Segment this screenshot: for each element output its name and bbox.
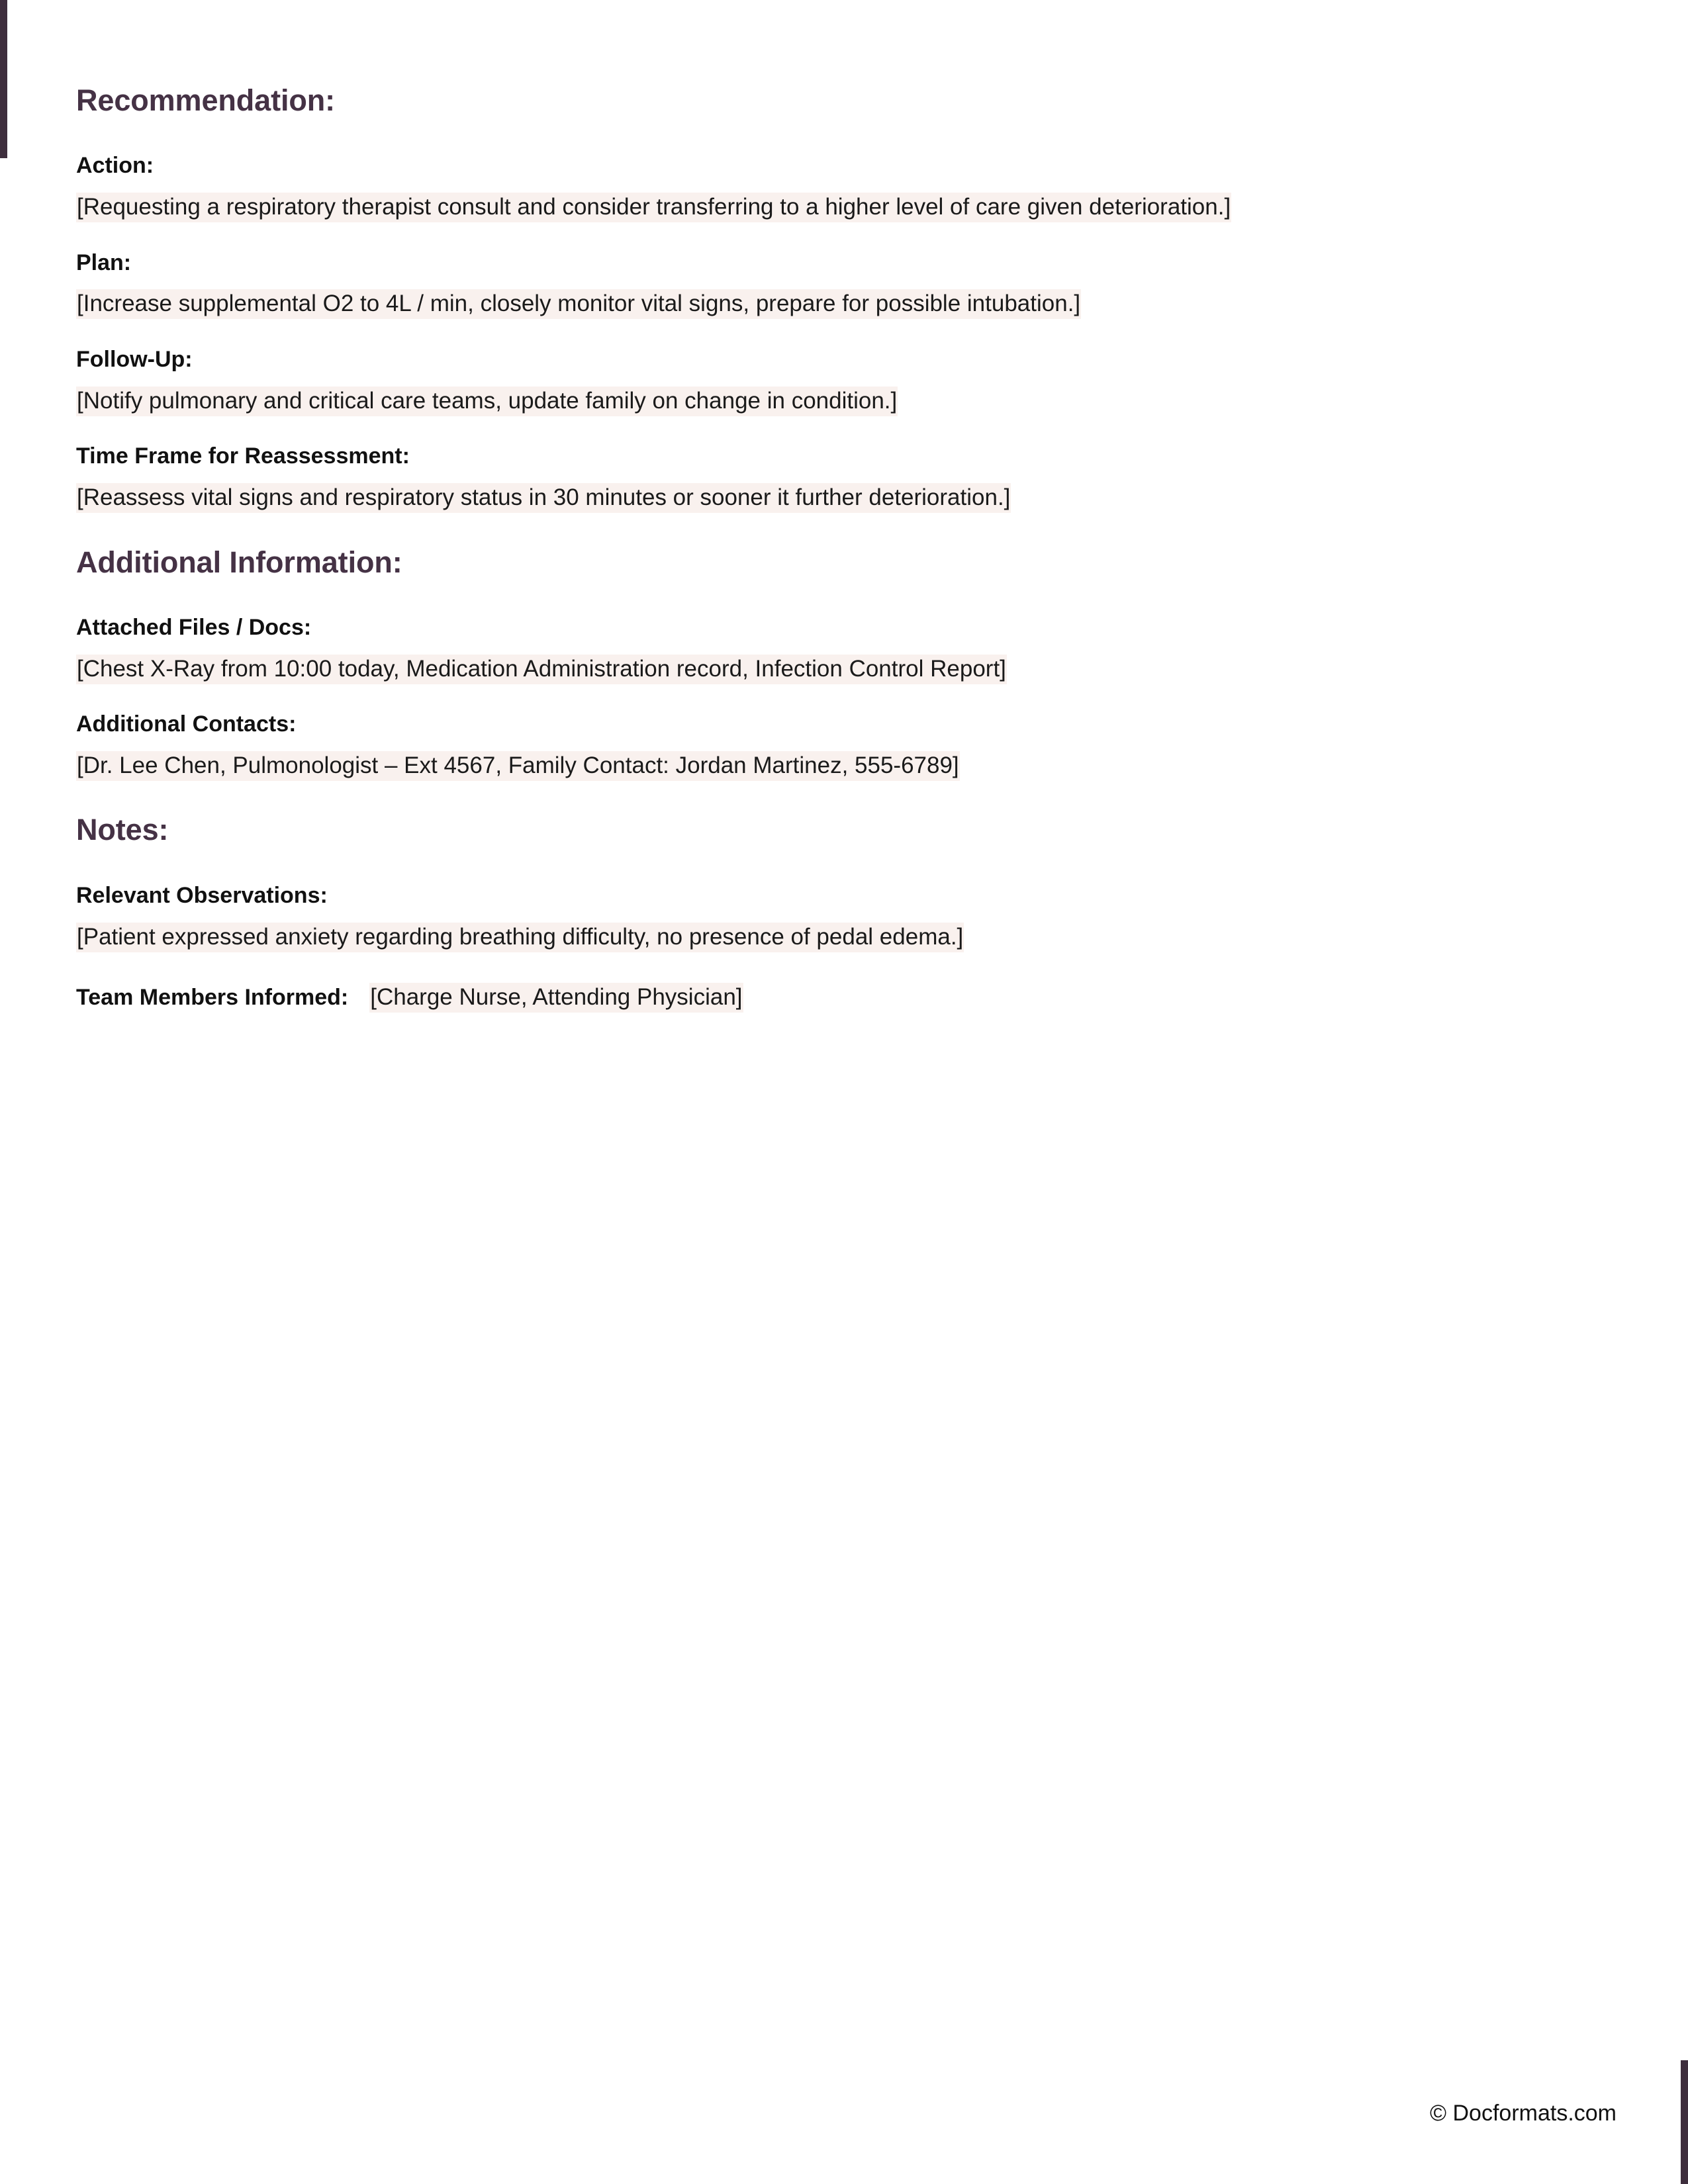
section-additional-information: [76, 544, 1407, 783]
field-value-additional-contacts: [76, 749, 1374, 782]
field-plan: [76, 248, 1407, 321]
decorative-corner-bar-left: [0, 0, 7, 158]
field-value-follow-up-text: [Notify pulmonary and critical care teams, update family on change in condition.]: [76, 387, 898, 416]
field-value-relevant-observations: [76, 920, 1374, 954]
field-label-time-frame-for-reassessment: Time Frame for Reassessment:: [76, 443, 410, 469]
field-value-action-text: [Requesting a respiratory therapist consult and consider transferring to a higher level of care given deterioration.]: [76, 193, 1231, 222]
field-value-additional-contacts-text: [Dr. Lee Chen, Pulmonologist – Ext 4567, Family Contact: Jordan Martinez, 555-6789]: [76, 751, 960, 781]
section-title-recommendation: Recommendation:: [76, 83, 336, 117]
footer-copyright: © Docformats.com: [1430, 2101, 1617, 2126]
field-value-attached-files-docs-text: [Chest X-Ray from 10:00 today, Medication Administration record, Infection Control Report]: [76, 655, 1007, 684]
field-label-additional-contacts: Additional Contacts:: [76, 711, 297, 737]
field-additional-contacts: [76, 709, 1407, 782]
field-relevant-observations: [76, 881, 1407, 954]
field-label-team-members-informed: Team Members Informed:: [76, 984, 349, 1010]
field-value-follow-up: [76, 384, 1374, 418]
field-value-time-frame-for-reassessment: [76, 480, 1374, 514]
field-attached-files-docs: [76, 613, 1407, 686]
field-label-attached-files-docs: Attached Files / Docs:: [76, 614, 312, 640]
field-value-attached-files-docs: [76, 652, 1374, 686]
section-title-notes: Notes:: [76, 813, 169, 847]
field-value-relevant-observations-text: [Patient expressed anxiety regarding breathing difficulty, no presence of pedal edema.]: [76, 923, 964, 952]
field-value-team-members-informed: [369, 980, 743, 1014]
field-time-frame-for-reassessment: [76, 441, 1407, 514]
field-value-team-members-informed-text: [Charge Nurse, Attending Physician]: [369, 983, 743, 1013]
field-label-follow-up: Follow-Up:: [76, 346, 193, 372]
field-label-action: Action:: [76, 153, 154, 179]
field-team-members-informed: [76, 980, 1407, 1014]
field-value-plan-text: [Increase supplemental O2 to 4L / min, closely monitor vital signs, prepare for possible intubation.]: [76, 289, 1081, 319]
field-value-plan: [76, 287, 1374, 320]
section-recommendation: [76, 82, 1407, 515]
field-label-plan: Plan:: [76, 250, 132, 275]
field-value-time-frame-for-reassessment-text: [Reassess vital signs and respiratory status in 30 minutes or sooner it further deterioration.]: [76, 483, 1011, 513]
field-follow-up: [76, 345, 1407, 418]
section-notes: [76, 811, 1407, 1014]
field-action: [76, 151, 1407, 224]
decorative-corner-bar-right: [1681, 2060, 1688, 2184]
document-content: [76, 82, 1407, 1014]
field-label-relevant-observations: Relevant Observations:: [76, 882, 328, 908]
section-title-additional-information: Additional Information:: [76, 545, 402, 579]
field-value-action: [76, 190, 1374, 224]
